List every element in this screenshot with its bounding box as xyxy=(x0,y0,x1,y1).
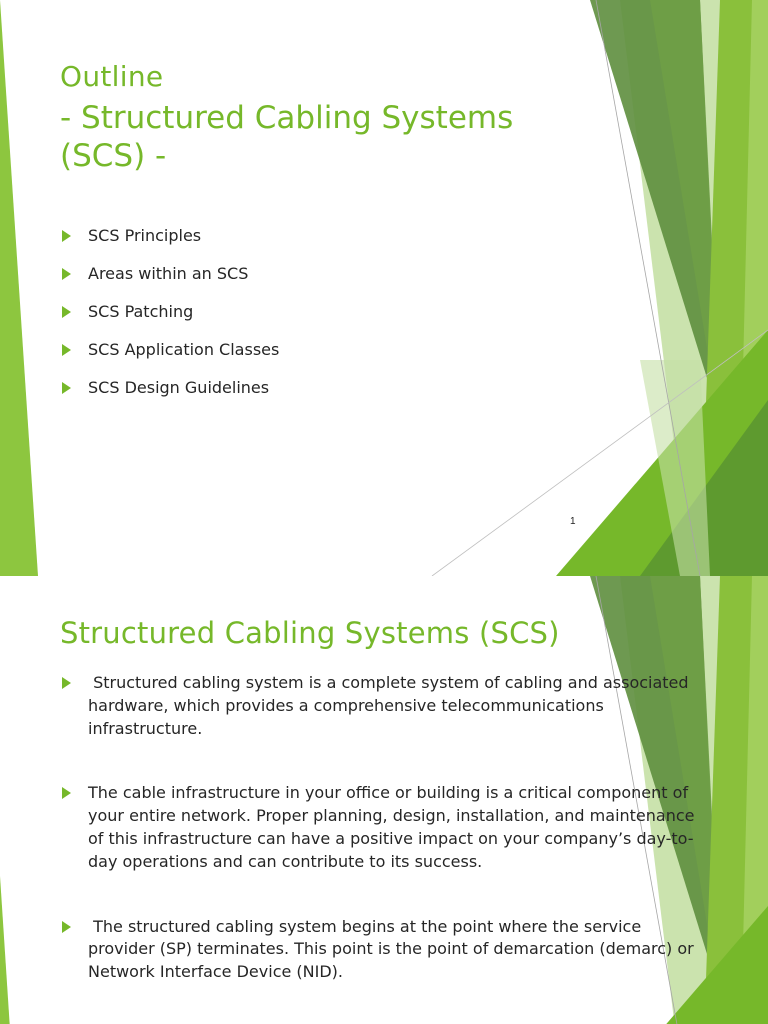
bullet-item: The structured cabling system begins at the point where the service provider (SP) terminates. This point is the point of demarcation (demarc) or Network Interface Device (NID). xyxy=(60,916,710,984)
content-bullet-list xyxy=(60,672,710,984)
bullet-arrow-icon xyxy=(62,921,71,933)
slide-subtitle-scs: - Structured Cabling Systems (SCS) - xyxy=(60,100,514,174)
bullet-arrow-icon xyxy=(62,306,71,318)
bullet-item: Structured cabling system is a complete system of cabling and associated hardware, which provides a comprehensive telecommunications infrastructure. xyxy=(60,672,710,740)
bullet-arrow-icon xyxy=(62,382,71,394)
slide-title-outline: Outline xyxy=(60,60,164,93)
bullet-arrow-icon xyxy=(62,787,71,799)
bullet-arrow-icon xyxy=(62,230,71,242)
slide-title: Structured Cabling Systems (SCS) xyxy=(60,616,560,650)
slide-number: 1 xyxy=(570,516,576,527)
bullet-item: The cable infrastructure in your office or building is a critical component of your entire network. Proper planning, design, installation, and maintenance of this infrastructure can have a positive impact on your company’s day-to-day operations and can contribute to its success. xyxy=(60,782,710,873)
bullet-arrow-icon xyxy=(62,268,71,280)
bullet-item: SCS Patching xyxy=(60,302,279,322)
bullet-arrow-icon xyxy=(62,677,71,689)
bullet-item: SCS Principles xyxy=(60,226,279,246)
slide-2 xyxy=(0,576,768,1024)
bullet-item: Areas within an SCS xyxy=(60,264,279,284)
bullet-item: SCS Design Guidelines xyxy=(60,378,279,398)
bullet-item: SCS Application Classes xyxy=(60,340,279,360)
outline-bullet-list xyxy=(60,226,279,416)
bullet-arrow-icon xyxy=(62,344,71,356)
